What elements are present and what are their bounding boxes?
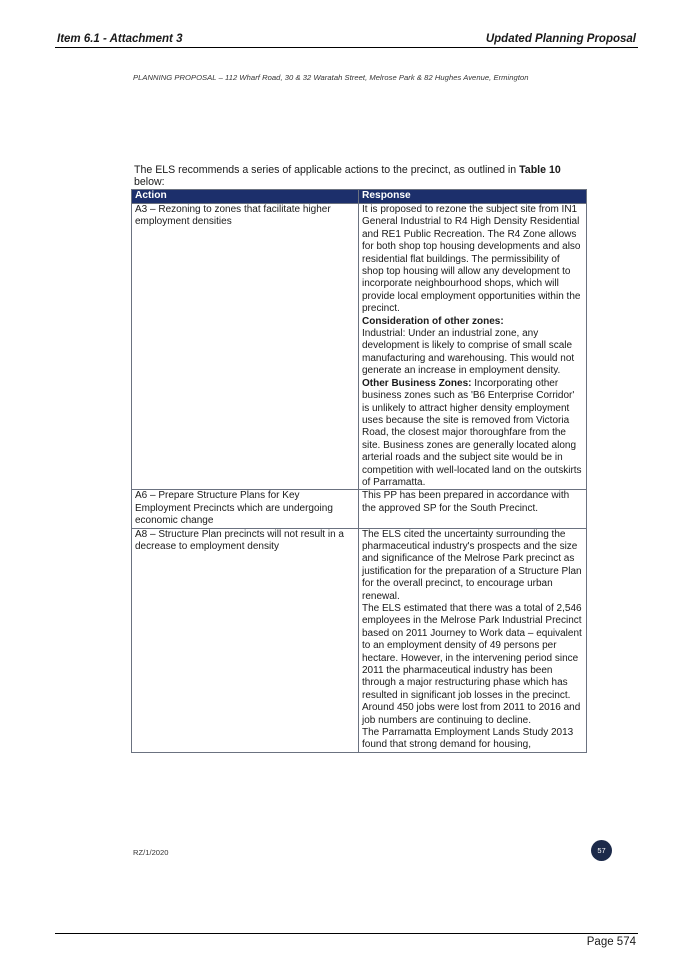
page-number-badge: 57 — [591, 840, 612, 861]
response-cell — [359, 528, 587, 752]
intro-text: The ELS recommends a series of applicable actions to the precinct, as outlined in — [134, 164, 520, 176]
intro-text-end: below: — [134, 176, 165, 189]
response-text: Incorporating other business zones such as 'B6 Enterprise Corridor' is unlikely to attract higher density employment uses because the site is removed from Victoria Road, the closest major thoroughfare from the site. Business zones are generally located along arterial roads and the subject site would be in competition with well-located land on the outskirts of Parramatta. — [362, 377, 582, 488]
planning-proposal-title: PLANNING PROPOSAL – 112 Wharf Road, 30 & 32 Waratah Street, Melrose Park & 82 Hughes Avenue, Ermington — [133, 73, 529, 82]
response-cell — [359, 490, 587, 528]
response-cell — [359, 204, 587, 490]
table-row — [132, 528, 587, 752]
response-paragraph: It is proposed to rezone the subject site from IN1 General Industrial to R4 High Density Residential and RE1 Public Recreation. The R4 Zone allows for both shop top housing developments and also residential flat buildings. The permissibility of shop top housing will allow any development to incorporate neighbourhood shops, which will provide local employment opportunities within the precinct. — [362, 204, 581, 315]
table-row — [132, 204, 587, 490]
response-lead: Other Business Zones: — [362, 377, 472, 389]
reference-code: RZ/1/2020 — [133, 848, 169, 857]
table-header-row — [132, 190, 587, 204]
header-divider — [55, 47, 638, 48]
page-number: Page 574 — [586, 936, 636, 948]
response-paragraph: The Parramatta Employment Lands Study 2013 found that strong demand for housing, — [362, 727, 574, 751]
footer-divider — [55, 933, 638, 934]
response-paragraph — [362, 378, 583, 490]
action-cell: A8 – Structure Plan precincts will not result in a decrease to employment density — [132, 528, 359, 752]
header-document-title: Updated Planning Proposal — [485, 33, 636, 45]
header-attachment-label: Item 6.1 - Attachment 3 — [57, 33, 183, 45]
table-body — [132, 204, 587, 753]
response-paragraph: Industrial: Under an industrial zone, any development is likely to comprise of small scale manufacturing and warehousing. This would not generate an increase in employment density. — [362, 328, 575, 377]
column-header-action: Action — [132, 190, 359, 204]
response-paragraph: The ELS cited the uncertainty surrounding the pharmaceutical industry's prospects and the size and significance of the Melrose Park precinct as justification for the preparation of a Structure Plan for the overall precinct, to encourage urban renewal. — [362, 528, 582, 602]
response-paragraph: This PP has been prepared in accordance with the approved SP for the South Precinct. — [362, 490, 570, 514]
table-row — [132, 490, 587, 528]
intro-paragraph — [134, 164, 594, 189]
action-cell: A6 – Prepare Structure Plans for Key Employment Precincts which are undergoing economic change — [132, 490, 359, 528]
column-header-response: Response — [359, 190, 587, 204]
action-cell: A3 – Rezoning to zones that facilitate higher employment densities — [132, 204, 359, 490]
actions-table — [131, 189, 587, 753]
table-reference: Table 10 — [519, 164, 561, 176]
response-subheading: Consideration of other zones: — [362, 315, 504, 327]
response-paragraph: The ELS estimated that there was a total of 2,546 employees in the Melrose Park Industrial Precinct based on 2011 Journey to Work data – equivalent to an employment density of 49 persons per hectare. However, in the intervening period since 2011 the pharmaceutical industry has been through a major restructuring phase which has resulted in significant job losses in the precinct. Around 450 jobs were lost from 2011 to 2016 and job numbers are continuing to decline. — [362, 603, 582, 726]
